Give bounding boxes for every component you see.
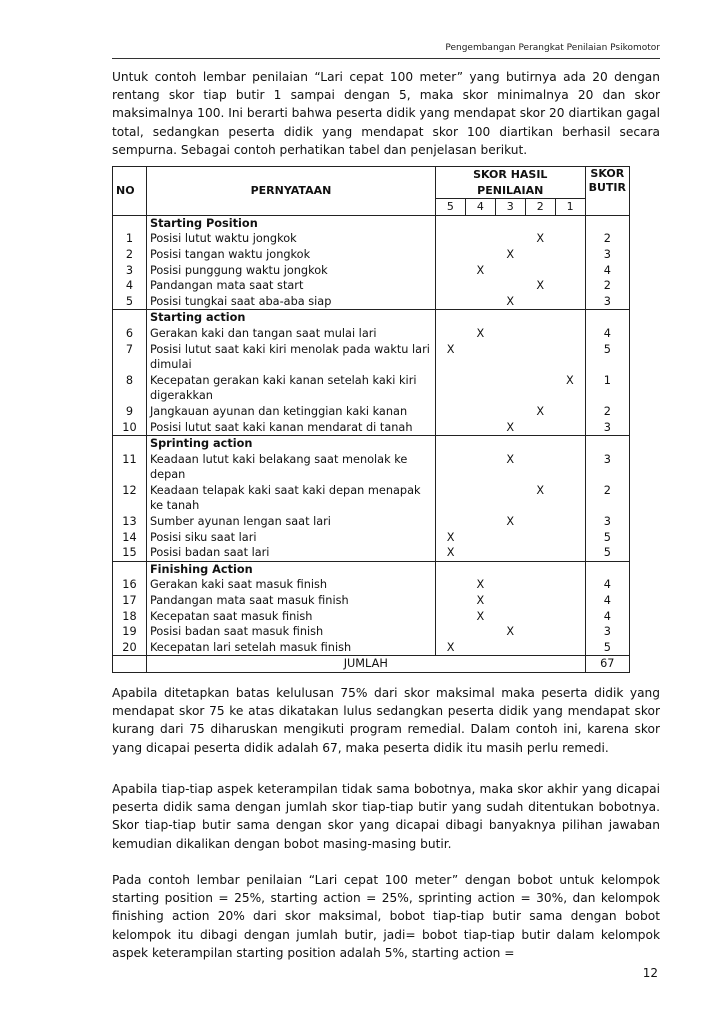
- score-mark: [435, 404, 465, 420]
- page-number: 12: [642, 966, 658, 980]
- group-row: [113, 436, 630, 452]
- score-mark: [555, 483, 585, 514]
- score-mark: [435, 420, 465, 436]
- row-number: 5: [113, 294, 147, 310]
- score-mark: [555, 514, 585, 530]
- row-number: 3: [113, 263, 147, 279]
- row-statement: Posisi badan saat masuk finish: [146, 624, 435, 640]
- score-mark: [465, 420, 495, 436]
- score-mark: [465, 294, 495, 310]
- row-statement: Keadaan telapak kaki saat kaki depan menapak ke tanah: [146, 483, 435, 514]
- item-score: 2: [585, 278, 629, 294]
- header-title: Pengembangan Perangkat Penilaian Psikomotor: [445, 43, 660, 53]
- item-score: 5: [585, 530, 629, 546]
- row-number: 9: [113, 404, 147, 420]
- item-score: 4: [585, 577, 629, 593]
- col-item-score-header: SKOR BUTIR: [585, 167, 629, 216]
- row-number: 1: [113, 231, 147, 247]
- row-number: 19: [113, 624, 147, 640]
- score-mark: [465, 545, 495, 561]
- score-mark: [525, 577, 555, 593]
- row-statement: Kecepatan saat masuk finish: [146, 609, 435, 625]
- score-mark: [495, 609, 525, 625]
- table-row: [113, 278, 630, 294]
- score-mark: [555, 404, 585, 420]
- table-row: [113, 263, 630, 279]
- score-mark: [555, 294, 585, 310]
- item-score: 5: [585, 640, 629, 656]
- score-mark: [465, 231, 495, 247]
- score-mark: X: [446, 546, 455, 560]
- table-row: [113, 373, 630, 404]
- score-mark: [525, 247, 555, 263]
- table-row: [113, 342, 630, 373]
- score-mark: [495, 278, 525, 294]
- item-score: 3: [585, 624, 629, 640]
- score-mark: X: [476, 263, 485, 277]
- score-mark: X: [506, 625, 515, 639]
- score-mark: X: [446, 342, 455, 356]
- item-score: 4: [585, 326, 629, 342]
- score-mark: [555, 624, 585, 640]
- item-score: 4: [585, 593, 629, 609]
- row-number: 11: [113, 452, 147, 483]
- score-mark: [525, 373, 555, 404]
- table-row: [113, 545, 630, 561]
- score-mark: [465, 452, 495, 483]
- total-value: 67: [585, 656, 629, 673]
- score-mark: X: [536, 232, 545, 246]
- row-statement: Keadaan lutut kaki belakang saat menolak ke depan: [146, 452, 435, 483]
- row-number: 4: [113, 278, 147, 294]
- group-title: Sprinting action: [146, 436, 435, 452]
- item-score: 2: [585, 231, 629, 247]
- col-score-group-header: SKOR HASIL PENILAIAN: [435, 167, 585, 199]
- paragraph-passing-threshold: Apabila ditetapkan batas kelulusan 75% dari skor maksimal maka peserta didik yang mendapat skor 75 ke atas dikatakan lulus sedangkan peserta didik yang mendapat skor kurang dari 75 diharuskan mengikuti program remedial. Dalam contoh ini, karena skor yang dicapai peserta didik adalah 67, maka peserta didik itu masih perlu remedi.: [112, 686, 660, 755]
- score-mark: [435, 247, 465, 263]
- score-mark: [495, 231, 525, 247]
- score-mark: [495, 404, 525, 420]
- row-statement: Jangkauan ayunan dan ketinggian kaki kanan: [146, 404, 435, 420]
- score-mark: [495, 263, 525, 279]
- score-mark: X: [536, 279, 545, 293]
- item-score: 4: [585, 263, 629, 279]
- row-statement: Gerakan kaki saat masuk finish: [146, 577, 435, 593]
- group-title: Starting Position: [146, 215, 435, 231]
- score-mark: [435, 231, 465, 247]
- item-score: 2: [585, 483, 629, 514]
- score-mark: [555, 609, 585, 625]
- score-mark: X: [446, 530, 455, 544]
- score-mark: X: [476, 578, 485, 592]
- score-mark: [525, 514, 555, 530]
- row-number: 8: [113, 373, 147, 404]
- score-mark: [525, 342, 555, 373]
- score-mark: [495, 545, 525, 561]
- score-mark: [495, 530, 525, 546]
- row-number: 6: [113, 326, 147, 342]
- table-row: [113, 294, 630, 310]
- item-score: 3: [585, 420, 629, 436]
- table-row: [113, 609, 630, 625]
- score-mark: [435, 624, 465, 640]
- paragraph-example-weights: Pada contoh lembar penilaian “Lari cepat 100 meter” dengan bobot untuk kelompok starting position = 25%, starting action = 25%, sprinting action = 30%, dan kelompok finishing action 20% dari skor maksimal, bobot tiap-tiap butir sama dengan bobot kelompok itu dibagi dengan jumlah butir, jadi= bobot tiap-tiap butir dalam kelompok aspek keterampilan starting position adalah 5%, starting action =: [112, 873, 660, 960]
- item-score: 2: [585, 404, 629, 420]
- row-number: 12: [113, 483, 147, 514]
- table-row: [113, 326, 630, 342]
- score-mark: [525, 593, 555, 609]
- row-statement: Posisi tungkai saat aba-aba siap: [146, 294, 435, 310]
- score-mark: [525, 530, 555, 546]
- score-mark: X: [506, 515, 515, 529]
- table-row: [113, 593, 630, 609]
- score-mark: [465, 530, 495, 546]
- score-mark: [555, 545, 585, 561]
- score-mark: [435, 263, 465, 279]
- score-mark: [465, 624, 495, 640]
- score-mark: X: [536, 483, 545, 497]
- item-score: 1: [585, 373, 629, 404]
- row-number: 20: [113, 640, 147, 656]
- score-mark: [465, 278, 495, 294]
- score-mark: [435, 373, 465, 404]
- item-score: 5: [585, 342, 629, 373]
- item-score: 5: [585, 545, 629, 561]
- assessment-table: [112, 166, 630, 673]
- row-number: 7: [113, 342, 147, 373]
- row-statement: Posisi punggung waktu jongkok: [146, 263, 435, 279]
- score-mark: [555, 247, 585, 263]
- score-mark: X: [506, 247, 515, 261]
- group-row: [113, 310, 630, 326]
- score-mark: [495, 577, 525, 593]
- table-row: [113, 577, 630, 593]
- score-mark: [435, 483, 465, 514]
- score-mark: [465, 342, 495, 373]
- score-mark: X: [565, 373, 574, 387]
- table-body: [113, 215, 630, 656]
- scale-header-3: 3: [495, 199, 525, 216]
- score-mark: [495, 326, 525, 342]
- score-mark: [555, 593, 585, 609]
- row-number: 13: [113, 514, 147, 530]
- score-mark: [495, 373, 525, 404]
- score-mark: [555, 530, 585, 546]
- score-mark: [435, 593, 465, 609]
- row-statement: Posisi tangan waktu jongkok: [146, 247, 435, 263]
- group-title: Starting action: [146, 310, 435, 326]
- score-mark: [555, 326, 585, 342]
- scale-header-5: 5: [435, 199, 465, 216]
- table-row: [113, 404, 630, 420]
- score-mark: X: [476, 609, 485, 623]
- row-statement: Posisi lutut waktu jongkok: [146, 231, 435, 247]
- score-mark: [555, 420, 585, 436]
- score-mark: [435, 452, 465, 483]
- group-title: Finishing Action: [146, 561, 435, 577]
- row-statement: Gerakan kaki dan tangan saat mulai lari: [146, 326, 435, 342]
- score-mark: [525, 294, 555, 310]
- scale-header-2: 2: [525, 199, 555, 216]
- score-mark: [555, 640, 585, 656]
- score-mark: [465, 514, 495, 530]
- score-mark: [465, 373, 495, 404]
- item-score: 3: [585, 514, 629, 530]
- row-number: 17: [113, 593, 147, 609]
- table-row: [113, 452, 630, 483]
- score-mark: [495, 593, 525, 609]
- item-score: 3: [585, 294, 629, 310]
- table-row: [113, 624, 630, 640]
- scale-header-4: 4: [465, 199, 495, 216]
- item-score: 4: [585, 609, 629, 625]
- score-mark: [525, 420, 555, 436]
- score-mark: [435, 294, 465, 310]
- item-score: 3: [585, 247, 629, 263]
- table-row: [113, 530, 630, 546]
- total-label: JUMLAH: [146, 656, 585, 673]
- score-mark: [465, 404, 495, 420]
- table-row: [113, 514, 630, 530]
- score-mark: [435, 278, 465, 294]
- row-number: 2: [113, 247, 147, 263]
- row-statement: Sumber ayunan lengan saat lari: [146, 514, 435, 530]
- score-mark: X: [506, 452, 515, 466]
- row-statement: Posisi siku saat lari: [146, 530, 435, 546]
- score-mark: [435, 577, 465, 593]
- score-mark: [495, 342, 525, 373]
- score-mark: [465, 247, 495, 263]
- score-mark: [435, 514, 465, 530]
- table-row: [113, 231, 630, 247]
- score-mark: [555, 342, 585, 373]
- score-mark: [555, 452, 585, 483]
- score-mark: X: [476, 594, 485, 608]
- score-mark: X: [446, 640, 455, 654]
- row-number: 18: [113, 609, 147, 625]
- running-header: [112, 43, 660, 59]
- group-row: [113, 215, 630, 231]
- scale-header-1: 1: [555, 199, 585, 216]
- table-row: [113, 247, 630, 263]
- score-mark: [555, 577, 585, 593]
- col-statement-header: PERNYATAAN: [146, 167, 435, 216]
- col-no-header: NO: [113, 167, 147, 216]
- total-row: [113, 656, 630, 673]
- intro-paragraph: Untuk contoh lembar penilaian “Lari cepat 100 meter” yang butirnya ada 20 dengan rentang skor tiap butir 1 sampai dengan 5, maka skor minimalnya 20 dan skor maksimalnya 100. Ini berarti bahwa peserta didik yang mendapat skor 20 diartikan gagal total, sedangkan peserta didik yang mendapat skor 100 diartikan berhasil secara sempurna. Sebagai contoh perhatikan tabel dan penjelasan berikut.: [112, 70, 660, 157]
- group-row: [113, 561, 630, 577]
- row-number: 10: [113, 420, 147, 436]
- score-mark: [525, 326, 555, 342]
- row-statement: Pandangan mata saat start: [146, 278, 435, 294]
- score-mark: [555, 263, 585, 279]
- row-number: 14: [113, 530, 147, 546]
- item-score: 3: [585, 452, 629, 483]
- score-mark: [465, 640, 495, 656]
- score-mark: [525, 452, 555, 483]
- score-mark: [525, 624, 555, 640]
- score-mark: X: [536, 404, 545, 418]
- row-statement: Kecepatan lari setelah masuk finish: [146, 640, 435, 656]
- score-mark: [525, 609, 555, 625]
- score-mark: [435, 326, 465, 342]
- row-statement: Posisi lutut saat kaki kanan mendarat di tanah: [146, 420, 435, 436]
- score-mark: X: [506, 294, 515, 308]
- row-number: 15: [113, 545, 147, 561]
- paragraph-weighting: Apabila tiap-tiap aspek keterampilan tidak sama bobotnya, maka skor akhir yang dicapai peserta didik sama dengan jumlah skor tiap-tiap butir yang sudah ditentukan bobotnya. Skor tiap-tiap butir sama dengan skor yang dicapai dibagi banyaknya pilihan jawaban kemudian dikalikan dengan bobot masing-masing butir.: [112, 782, 660, 851]
- table-row: [113, 483, 630, 514]
- table-row: [113, 420, 630, 436]
- score-mark: [435, 609, 465, 625]
- score-mark: [525, 545, 555, 561]
- score-mark: [525, 263, 555, 279]
- row-statement: Posisi lutut saat kaki kiri menolak pada waktu lari dimulai: [146, 342, 435, 373]
- row-statement: Kecepatan gerakan kaki kanan setelah kaki kiri digerakkan: [146, 373, 435, 404]
- score-mark: [555, 278, 585, 294]
- score-mark: [465, 483, 495, 514]
- row-number: 16: [113, 577, 147, 593]
- score-mark: [495, 640, 525, 656]
- score-mark: [555, 231, 585, 247]
- row-statement: Posisi badan saat lari: [146, 545, 435, 561]
- score-mark: X: [476, 326, 485, 340]
- score-mark: [525, 640, 555, 656]
- table-row: [113, 640, 630, 656]
- row-statement: Pandangan mata saat masuk finish: [146, 593, 435, 609]
- score-mark: [495, 483, 525, 514]
- score-mark: X: [506, 420, 515, 434]
